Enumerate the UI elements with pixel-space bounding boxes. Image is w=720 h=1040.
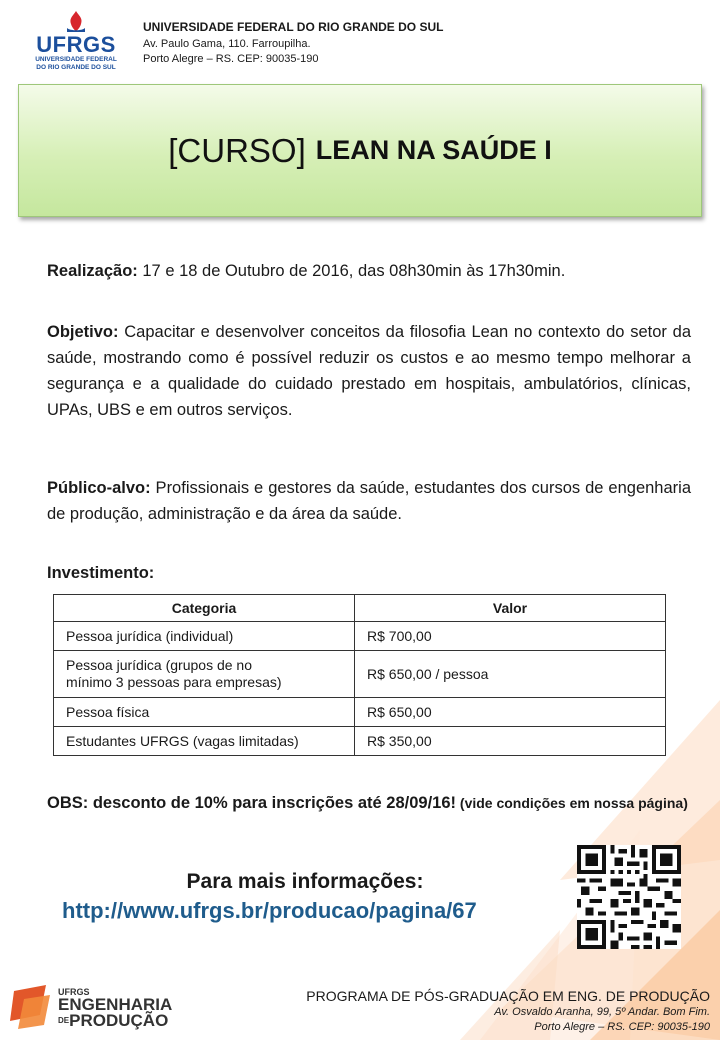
logo-wordmark: UFRGS [36,32,116,57]
header-address-line-2: Porto Alegre – RS. CEP: 90035-190 [143,53,319,65]
objetivo-text: Capacitar e desenvolver conceitos da filosofia Lean no contexto do setor da saúde, mostrando como é possível reduzir os custos e ao mesmo tempo melhorar a segurança e a qualidade do cuidado prestado em hospitais, ambulatórios, clínicas, UPAs, UBS e em outros serviços. [47,323,691,419]
realizacao-paragraph [47,258,687,284]
objetivo-label: Objetivo: [47,323,119,341]
footer-program-name: PROGRAMA DE PÓS-GRADUAÇÃO EM ENG. DE PRODUÇÃO [306,988,710,1004]
price-table [53,594,666,756]
obs-main: OBS: desconto de 10% para inscrições até 28/09/16! [47,794,457,812]
categoria-cell [54,651,355,698]
logo-subtitle-2: DO RIO GRANDE DO SUL [36,63,116,71]
realizacao-label: Realização: [47,262,138,280]
footer-logo-de: DE [58,1016,70,1025]
engenharia-producao-logo [10,985,180,1035]
info-title: Para mais informações: [186,870,424,893]
objetivo-paragraph [47,319,691,423]
footer-address-line-1: Av. Osvaldo Aranha, 99, 5º Andar. Bom Fim. [494,1006,710,1018]
categoria-line-2: mínimo 3 pessoas para empresas) [66,674,282,690]
categoria-cell: Pessoa jurídica (individual) [54,622,355,651]
footer-logo-engenharia: ENGENHARIA [58,995,173,1014]
categoria-cell: Pessoa física [54,698,355,727]
obs-note [47,792,707,814]
logo-subtitle-1: UNIVERSIDADE FEDERAL [35,56,117,63]
footer-logo-producao-word: PRODUÇÃO [69,1011,169,1030]
footer-address-line-2: Porto Alegre – RS. CEP: 90035-190 [534,1021,710,1033]
publico-paragraph [47,475,691,527]
engenharia-producao-logo-icon [10,985,54,1031]
title-prefix: [CURSO] [168,131,306,169]
footer-logo-producao [58,1012,168,1029]
valor-cell: R$ 700,00 [355,622,666,651]
column-header-valor: Valor [355,595,666,622]
university-name: UNIVERSIDADE FEDERAL DO RIO GRANDE DO SUL [143,20,444,34]
table-row [54,698,666,727]
publico-text: Profissionais e gestores da saúde, estudantes dos cursos de engenharia de produção, administração e da área da saúde. [47,479,691,523]
categoria-cell: Estudantes UFRGS (vagas limitadas) [54,727,355,756]
publico-label: Público-alvo: [47,479,151,497]
table-row [54,651,666,698]
realizacao-text: 17 e 18 de Outubro de 2016, das 08h30min às 17h30min. [137,262,566,280]
categoria-line-1: Pessoa jurídica (grupos de no [66,657,252,673]
title-main: LEAN NA SAÚDE I [315,135,552,165]
valor-cell: R$ 350,00 [355,727,666,756]
investimento-label: Investimento: [47,564,155,582]
column-header-categoria: Categoria [54,595,355,622]
ufrgs-flame-icon [63,10,89,34]
obs-small: (vide condições em nossa página) [456,795,688,811]
info-url-link[interactable]: http://www.ufrgs.br/producao/pagina/67 [62,898,477,923]
ufrgs-logo [30,10,122,80]
table-row [54,727,666,756]
table-row [54,622,666,651]
qr-code-icon[interactable] [577,845,681,949]
footer-logo-ufrgs: UFRGS [58,987,90,997]
table-header-row [54,595,666,622]
valor-cell: R$ 650,00 [355,698,666,727]
title-banner [18,84,702,217]
valor-cell: R$ 650,00 / pessoa [355,651,666,698]
header-address-line-1: Av. Paulo Gama, 110. Farroupilha. [143,38,311,50]
